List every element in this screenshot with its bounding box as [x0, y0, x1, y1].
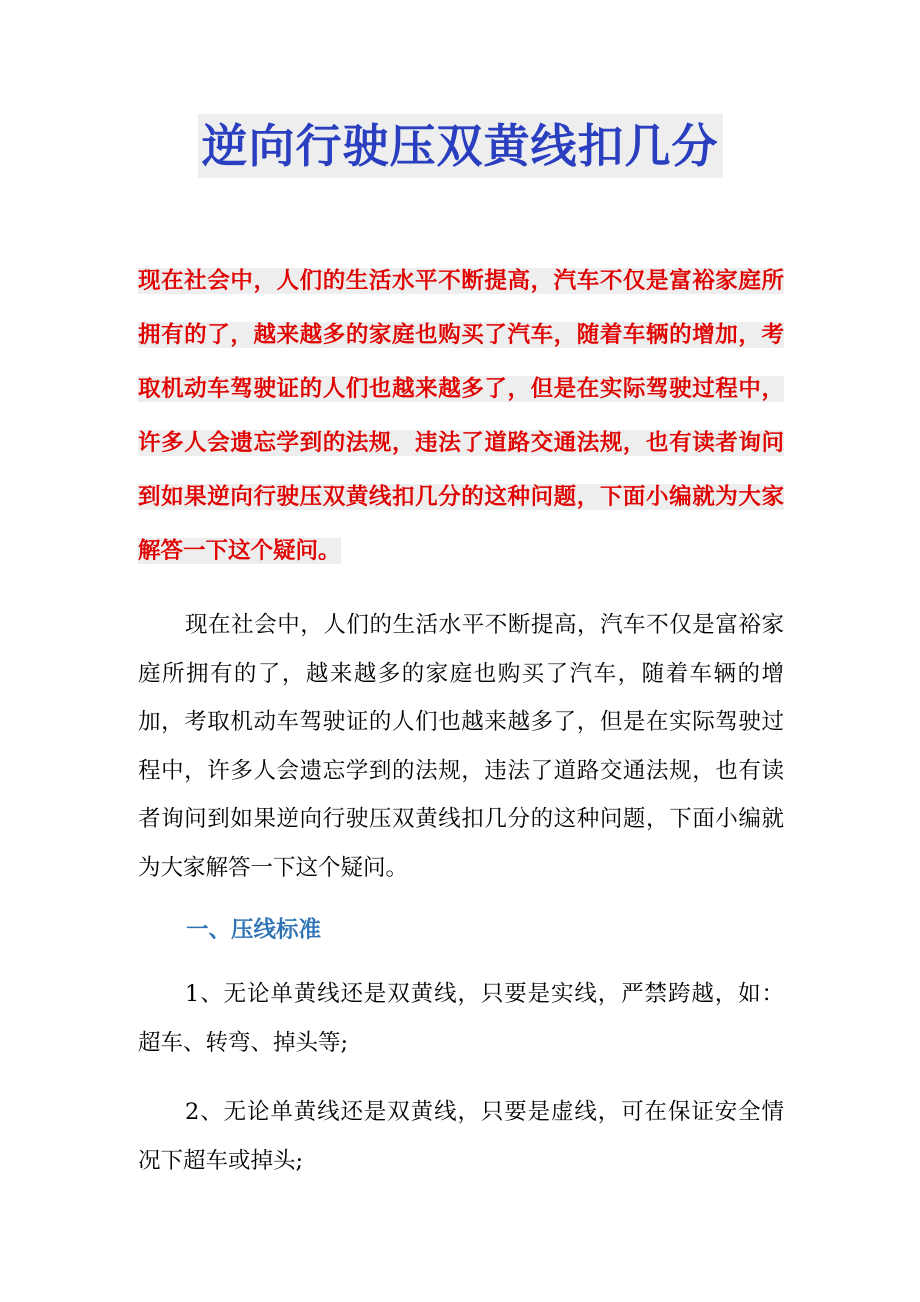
title-container [0, 114, 920, 178]
list-item: 1、无论单黄线还是双黄线，只要是实线，严禁跨越，如：超车、转弯、掉头等; [138, 981, 784, 1056]
summary-text: 现在社会中，人们的生活水平不断提高，汽车不仅是富裕家庭所拥有的了，越来越多的家庭也购买了汽车，随着车辆的增加，考取机动车驾驶证的人们也越来越多了，但是在实际驾驶过程中，许多人会遗忘学到的法规，违法了道路交通法规，也有读者询问到如果逆向行驶压双黄线扣几分的这种问题，下面小编就为大家解答一下这个疑问。 [138, 268, 784, 564]
list-item: 2、无论单黄线还是双黄线，只要是虚线，可在保证安全情况下超车或掉头; [138, 1099, 784, 1174]
summary-block [138, 254, 784, 578]
section-heading: 一、压线标准 [186, 917, 322, 943]
intro-paragraph: 现在社会中，人们的生活水平不断提高，汽车不仅是富裕家庭所拥有的了，越来越多的家庭也购买了汽车，随着车辆的增加，考取机动车驾驶证的人们也越来越多了，但是在实际驾驶过程中，许多人会遗忘学到的法规，违法了道路交通法规，也有读者询问到如果逆向行驶压双黄线扣几分的这种问题，下面小编就为大家解答一下这个疑问。 [138, 612, 784, 881]
document-title: 逆向行驶压双黄线扣几分 [198, 114, 723, 178]
